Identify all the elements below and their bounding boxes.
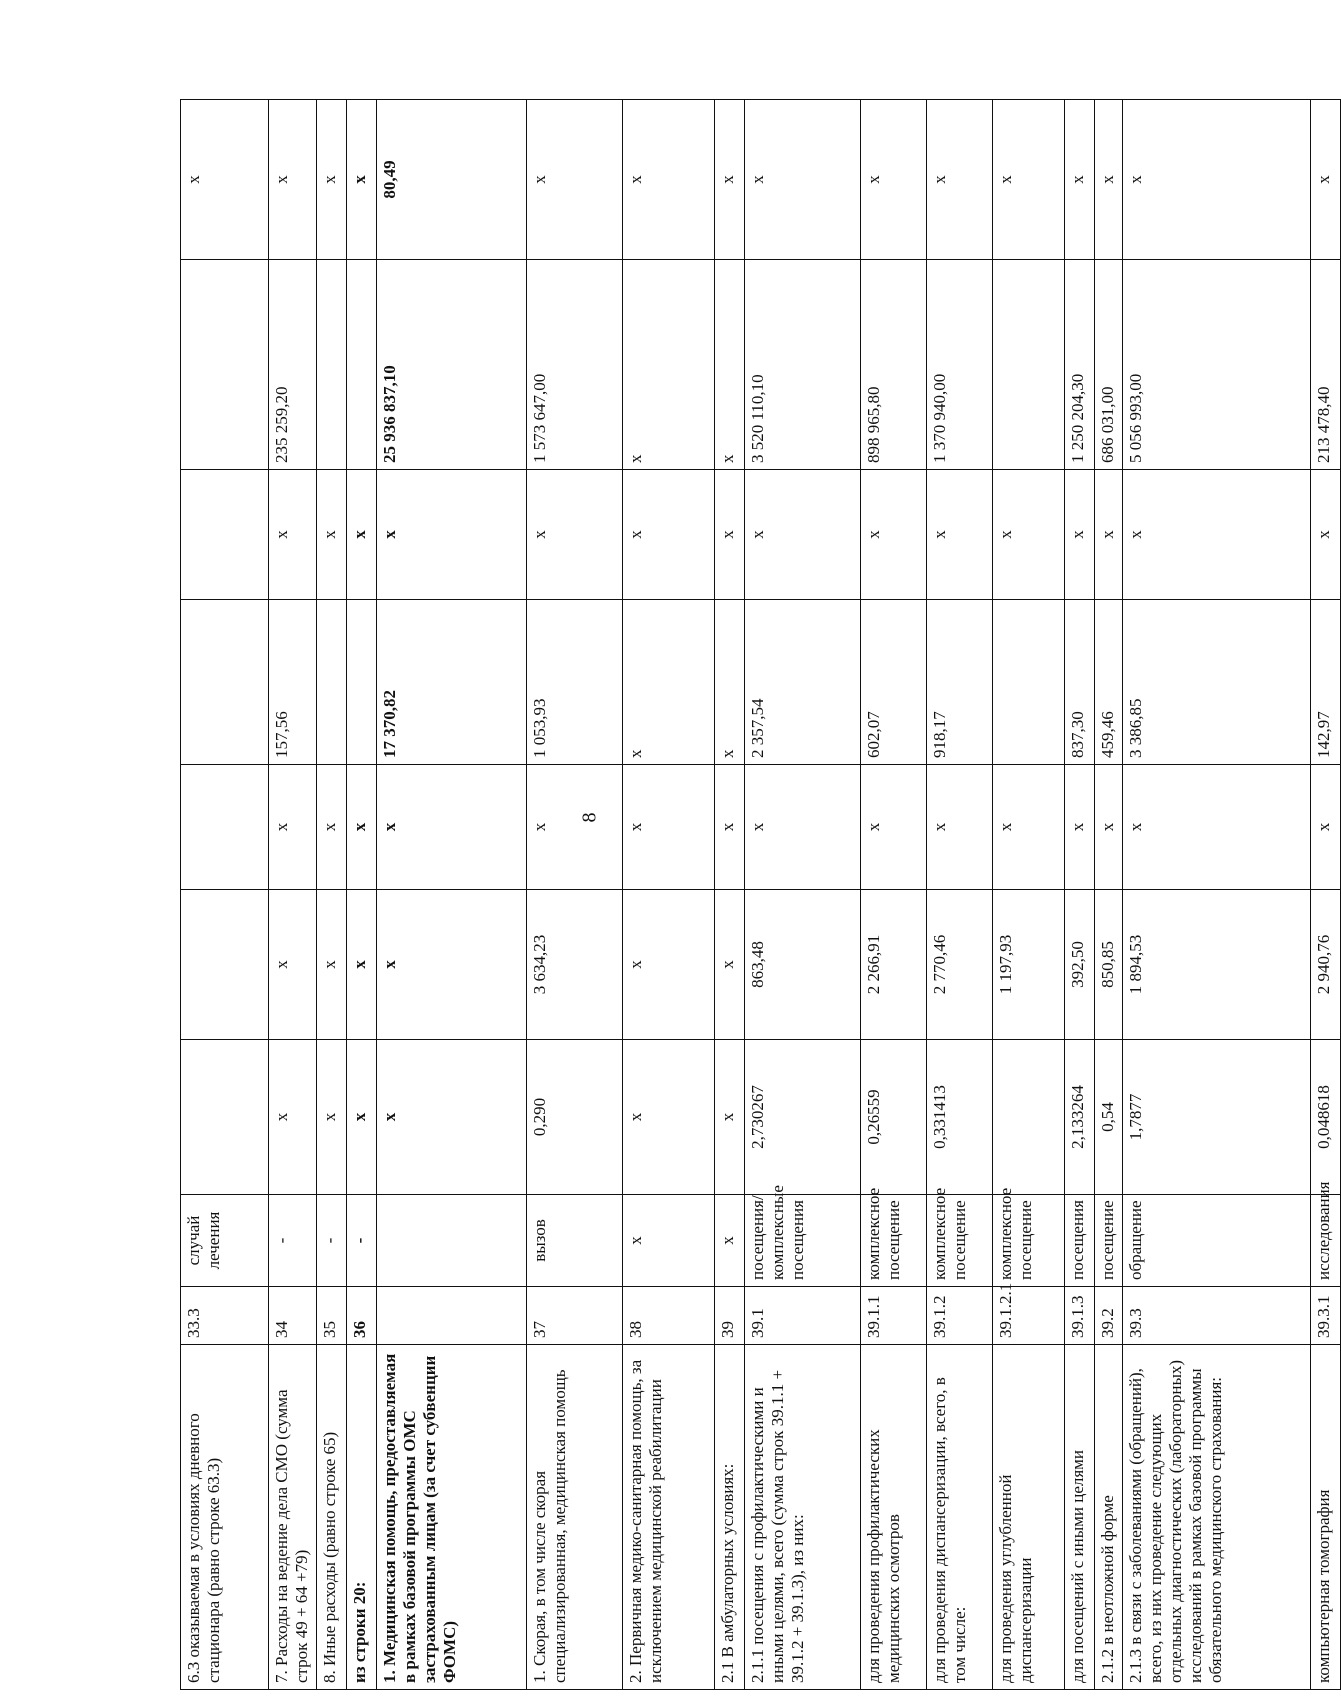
cell-name: 6.3 оказываемая в условиях дневного стационара (равно строке 63.3): [181, 1345, 269, 1690]
cell-per-capita-oms: 1 053,93: [527, 600, 623, 765]
cell-cost-budget: х: [377, 470, 527, 600]
cell-unit: комплексное посещение: [861, 1195, 927, 1287]
cell-norm-cost: 850,85: [1095, 890, 1123, 1040]
cell-cost-oms: х: [715, 260, 745, 470]
cell-norm-volume: 0,048618: [1311, 1040, 1341, 1195]
cell-norm-volume: х: [377, 1040, 527, 1195]
cell-unit: [377, 1195, 527, 1287]
cell-norm-volume: 0,290: [527, 1040, 623, 1195]
cell-per-capita-budget: х: [527, 765, 623, 890]
cell-unit: посещения/ комплексные посещения: [745, 1195, 861, 1287]
cell-per-capita-oms: х: [715, 600, 745, 765]
cell-norm-cost: х: [269, 890, 317, 1040]
cell-norm-cost: х: [377, 890, 527, 1040]
cell-line: 39.1: [745, 1287, 861, 1345]
cell-per-capita-oms: х: [623, 600, 715, 765]
cell-cost-budget: х: [1123, 470, 1311, 600]
cell-cost-oms: [317, 260, 347, 470]
cell-cost-budget: х: [745, 470, 861, 600]
table-row: [1065, 100, 1095, 1690]
cell-per-capita-budget: х: [927, 765, 993, 890]
cell-norm-volume: [993, 1040, 1065, 1195]
table-body: [181, 100, 1341, 1690]
cell-cost-oms: [993, 260, 1065, 470]
cell-unit: обращение: [1123, 1195, 1311, 1287]
cell-line: 39.1.1: [861, 1287, 927, 1345]
cell-cost-budget: [181, 470, 269, 600]
cell-line: 39.1.2: [927, 1287, 993, 1345]
cell-unit: исследования: [1311, 1195, 1341, 1287]
table-row: [715, 100, 745, 1690]
cell-per-capita-budget: х: [1311, 765, 1341, 890]
cell-line: 36: [347, 1287, 377, 1345]
cell-line: 39: [715, 1287, 745, 1345]
cell-cost-oms: 235 259,20: [269, 260, 317, 470]
rotated-table-container: [180, 100, 1333, 1690]
cell-line: 39.3.1: [1311, 1287, 1341, 1345]
cell-share: х: [181, 100, 269, 260]
cell-per-capita-oms: [347, 600, 377, 765]
cell-line: 34: [269, 1287, 317, 1345]
cell-share: х: [861, 100, 927, 260]
cell-per-capita-budget: х: [347, 765, 377, 890]
cell-per-capita-oms: 918,17: [927, 600, 993, 765]
cell-share: х: [745, 100, 861, 260]
cell-per-capita-oms: [317, 600, 347, 765]
cell-norm-cost: 1 197,93: [993, 890, 1065, 1040]
cell-per-capita-budget: [181, 765, 269, 890]
cell-cost-budget: х: [715, 470, 745, 600]
cell-per-capita-oms: 602,07: [861, 600, 927, 765]
cell-per-capita-budget: х: [1095, 765, 1123, 890]
cell-unit: посещение: [1095, 1195, 1123, 1287]
cell-share: х: [1095, 100, 1123, 260]
cell-norm-cost: [181, 890, 269, 1040]
table-row: [377, 100, 527, 1690]
cell-per-capita-oms: 3 386,85: [1123, 600, 1311, 765]
cell-per-capita-oms: 17 370,82: [377, 600, 527, 765]
cell-name: 8. Иные расходы (равно строке 65): [317, 1345, 347, 1690]
table-row: [745, 100, 861, 1690]
cell-unit: -: [347, 1195, 377, 1287]
table-row: [993, 100, 1065, 1690]
cell-cost-budget: х: [527, 470, 623, 600]
cell-per-capita-budget: х: [745, 765, 861, 890]
cell-norm-volume: х: [317, 1040, 347, 1195]
cell-name: для проведения диспансеризации, всего, в том числе:: [927, 1345, 993, 1690]
cell-per-capita-oms: 2 357,54: [745, 600, 861, 765]
cell-cost-oms: 5 056 993,00: [1123, 260, 1311, 470]
table-row: [927, 100, 993, 1690]
cell-norm-volume: х: [347, 1040, 377, 1195]
cell-cost-oms: [181, 260, 269, 470]
cell-unit: вызов: [527, 1195, 623, 1287]
cell-cost-oms: 1 250 204,30: [1065, 260, 1095, 470]
cell-line: 38: [623, 1287, 715, 1345]
cell-line: 35: [317, 1287, 347, 1345]
cell-per-capita-budget: х: [269, 765, 317, 890]
cell-name: 2.1.3 в связи с заболеваниями (обращений), всего, из них проведение следующих отдельных диагностических (лабораторных) исследований в рамках базовой программы обязательного медицинского страхования:: [1123, 1345, 1311, 1690]
cell-norm-cost: 2 266,91: [861, 890, 927, 1040]
cell-cost-oms: 898 965,80: [861, 260, 927, 470]
cell-per-capita-oms: 157,56: [269, 600, 317, 765]
cell-cost-budget: х: [927, 470, 993, 600]
cell-share: х: [927, 100, 993, 260]
cell-name: для проведения профилактических медицинских осмотров: [861, 1345, 927, 1690]
cell-line: 39.1.3: [1065, 1287, 1095, 1345]
cell-norm-volume: [181, 1040, 269, 1195]
page-number: 8: [578, 812, 601, 823]
cell-line: 37: [527, 1287, 623, 1345]
cell-share: х: [347, 100, 377, 260]
cell-name: компьютерная томография: [1311, 1345, 1341, 1690]
cell-cost-budget: х: [1311, 470, 1341, 600]
cell-per-capita-budget: х: [1065, 765, 1095, 890]
cell-norm-volume: 2,730267: [745, 1040, 861, 1195]
cell-cost-oms: [347, 260, 377, 470]
cell-norm-cost: х: [317, 890, 347, 1040]
cell-per-capita-budget: х: [715, 765, 745, 890]
cell-norm-cost: х: [347, 890, 377, 1040]
cell-share: х: [1123, 100, 1311, 260]
cell-line: 39.3: [1123, 1287, 1311, 1345]
cell-cost-budget: х: [623, 470, 715, 600]
cell-norm-volume: х: [269, 1040, 317, 1195]
cell-per-capita-budget: х: [861, 765, 927, 890]
cell-name: 2.1.2 в неотложной форме: [1095, 1345, 1123, 1690]
table-row: [1311, 100, 1341, 1690]
cell-unit: х: [623, 1195, 715, 1287]
cell-cost-budget: х: [269, 470, 317, 600]
cell-name: 2.1 В амбулаторных условиях:: [715, 1345, 745, 1690]
cell-share: х: [993, 100, 1065, 260]
cell-share: х: [527, 100, 623, 260]
cell-norm-volume: 1,7877: [1123, 1040, 1311, 1195]
cell-norm-volume: х: [715, 1040, 745, 1195]
cell-share: х: [1311, 100, 1341, 260]
cell-cost-oms: 1 370 940,00: [927, 260, 993, 470]
cell-line: 39.1.2.1: [993, 1287, 1065, 1345]
cell-cost-budget: х: [1095, 470, 1123, 600]
cell-share: х: [317, 100, 347, 260]
cell-unit: комплексное посещение: [993, 1195, 1065, 1287]
cell-norm-cost: 3 634,23: [527, 890, 623, 1040]
cell-cost-oms: х: [623, 260, 715, 470]
cell-per-capita-budget: х: [1123, 765, 1311, 890]
cell-share: х: [1065, 100, 1095, 260]
cell-per-capita-budget: х: [623, 765, 715, 890]
cell-norm-cost: 863,48: [745, 890, 861, 1040]
financial-table: [180, 99, 1341, 1690]
cell-unit: комплексное посещение: [927, 1195, 993, 1287]
cell-unit: -: [269, 1195, 317, 1287]
cell-unit: х: [715, 1195, 745, 1287]
cell-norm-cost: х: [715, 890, 745, 1040]
cell-name: 2.1.1 посещения с профилактическими и иными целями, всего (сумма строк 39.1.1 + 39.1.2 + 39.1.3), из них:: [745, 1345, 861, 1690]
cell-norm-cost: 2 940,76: [1311, 890, 1341, 1040]
cell-per-capita-oms: 142,97: [1311, 600, 1341, 765]
cell-norm-cost: 392,50: [1065, 890, 1095, 1040]
cell-norm-volume: х: [623, 1040, 715, 1195]
table-row: [269, 100, 317, 1690]
cell-per-capita-oms: [181, 600, 269, 765]
cell-line: [377, 1287, 527, 1345]
cell-cost-budget: х: [317, 470, 347, 600]
cell-name: для посещений с иными целями: [1065, 1345, 1095, 1690]
cell-cost-oms: 25 936 837,10: [377, 260, 527, 470]
cell-norm-volume: 0,26559: [861, 1040, 927, 1195]
cell-norm-cost: 2 770,46: [927, 890, 993, 1040]
cell-name: 1. Скорая, в том числе скорая специализированная, медицинская помощь: [527, 1345, 623, 1690]
cell-unit: случай лечения: [181, 1195, 269, 1287]
cell-per-capita-budget: х: [317, 765, 347, 890]
cell-norm-volume: 0,54: [1095, 1040, 1123, 1195]
cell-per-capita-oms: 837,30: [1065, 600, 1095, 765]
table-row: [347, 100, 377, 1690]
table-row: [317, 100, 347, 1690]
cell-per-capita-oms: 459,46: [1095, 600, 1123, 765]
cell-cost-budget: х: [993, 470, 1065, 600]
cell-unit: посещения: [1065, 1195, 1095, 1287]
cell-cost-oms: 686 031,00: [1095, 260, 1123, 470]
cell-per-capita-budget: х: [993, 765, 1065, 890]
table-row: [861, 100, 927, 1690]
cell-cost-budget: х: [1065, 470, 1095, 600]
cell-cost-oms: 3 520 110,10: [745, 260, 861, 470]
table-row: [1123, 100, 1311, 1690]
cell-cost-budget: х: [861, 470, 927, 600]
cell-per-capita-oms: [993, 600, 1065, 765]
cell-share: х: [623, 100, 715, 260]
cell-name: 2. Первичная медико-санитарная помощь, за исключением медицинской реабилитации: [623, 1345, 715, 1690]
cell-norm-volume: 2,133264: [1065, 1040, 1095, 1195]
cell-cost-oms: 1 573 647,00: [527, 260, 623, 470]
cell-name: 1. Медицинская помощь, предоставляемая в рамках базовой программы ОМС застрахованным лицам (за счет субвенции ФОМС): [377, 1345, 527, 1690]
cell-share: 80,49: [377, 100, 527, 260]
cell-name: 7. Расходы на ведение дела СМО (сумма строк 49 + 64 +79): [269, 1345, 317, 1690]
cell-cost-budget: х: [347, 470, 377, 600]
cell-norm-volume: 0,331413: [927, 1040, 993, 1195]
table-row: [1095, 100, 1123, 1690]
cell-per-capita-budget: х: [377, 765, 527, 890]
cell-norm-cost: 1 894,53: [1123, 890, 1311, 1040]
table-row: [181, 100, 269, 1690]
cell-cost-oms: 213 478,40: [1311, 260, 1341, 470]
cell-line: 33.3: [181, 1287, 269, 1345]
cell-share: х: [715, 100, 745, 260]
cell-name: из строки 20:: [347, 1345, 377, 1690]
table-row: [527, 100, 623, 1690]
cell-unit: -: [317, 1195, 347, 1287]
cell-name: для проведения углубленной диспансеризации: [993, 1345, 1065, 1690]
table-row: [623, 100, 715, 1690]
cell-share: х: [269, 100, 317, 260]
cell-line: 39.2: [1095, 1287, 1123, 1345]
cell-norm-cost: х: [623, 890, 715, 1040]
